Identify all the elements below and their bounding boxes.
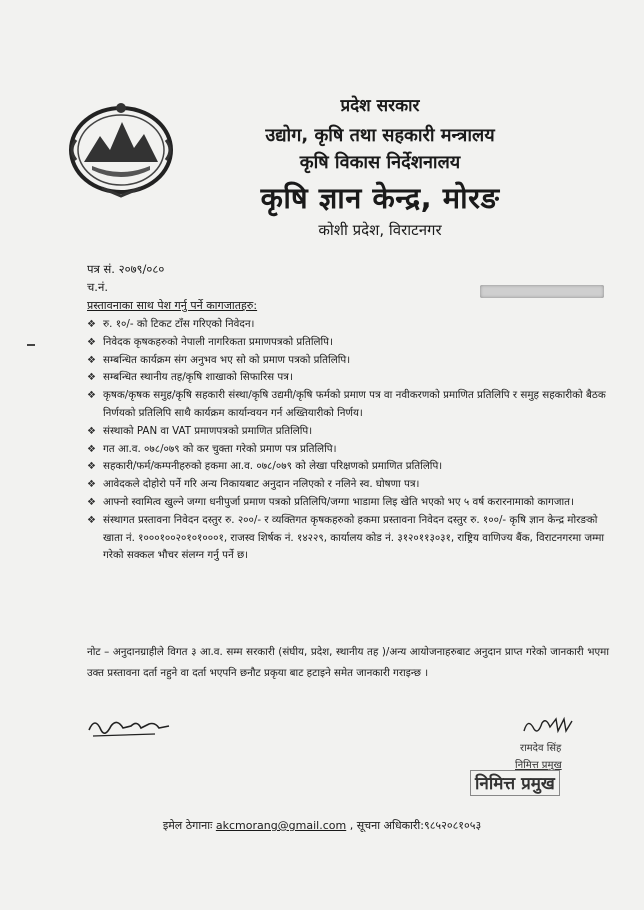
- list-item: [87, 476, 609, 494]
- initials-signature-icon: [85, 712, 175, 742]
- email-label: इमेल ठेगानाः: [162, 819, 213, 832]
- diamond-bullet-icon: ❖: [87, 425, 96, 437]
- header-line-ministry: उद्योग, कृषि तथा सहकारी मन्त्रालय: [265, 125, 495, 146]
- diamond-bullet-icon: ❖: [87, 479, 96, 491]
- designation-stamp: निमित्त प्रमुख: [470, 770, 560, 796]
- list-item-text: संस्थाको PAN वा VAT प्रमाणपत्रको प्रमाणित प्रतिलिपि।: [103, 424, 313, 437]
- email-link[interactable]: akcmorang@gmail.com: [215, 819, 347, 832]
- list-item: [87, 369, 609, 387]
- list-item: [87, 334, 609, 352]
- list-item: [87, 423, 609, 441]
- header-line-address: कोशी प्रदेश, विराटनगर: [318, 221, 442, 239]
- list-item-text: कृषक/कृषक समुह/कृषि सहकारी संस्था/कृषि उद्यमी/कृषि फर्मको प्रमाण पत्र वा नवीकरणको प्रमाणित प्रतिलिपि र समुह सहकारीको बैठक निर्णयको प्रतिलिपि साथै कार्यक्रम कार्यान्वयन गर्न अख्तियारीको निर्णय।: [103, 389, 606, 419]
- signatory-title: निमित्त प्रमुख: [515, 760, 562, 771]
- list-item-text: आफ्नो स्वामित्व खुल्ने जग्गा धनीपुर्जा प्रमाण पत्रको प्रतिलिपि/जग्गा भाडामा लिइ खेति भएको भए ५ वर्ष करारनामाको कागजात।: [103, 495, 574, 508]
- diamond-bullet-icon: ❖: [87, 336, 96, 348]
- list-item-text: रु. १०/- को टिकट टाँस गरिएको निवेदन।: [103, 318, 255, 330]
- contact-footer: [0, 818, 644, 833]
- list-item: [87, 352, 609, 370]
- officer-signature-icon: [520, 713, 580, 737]
- redacted-date: [480, 285, 604, 298]
- diamond-bullet-icon: ❖: [87, 372, 96, 384]
- diamond-bullet-icon: ❖: [87, 514, 96, 526]
- list-item: [87, 316, 609, 334]
- nepal-emblem-icon: [62, 100, 180, 198]
- diamond-bullet-icon: ❖: [87, 354, 96, 366]
- diamond-bullet-icon: ❖: [87, 461, 96, 473]
- list-item-text: सम्बन्धित कार्यक्रम संग अनुभव भए सो को प्रमाण पत्रको प्रतिलिपि।: [103, 353, 351, 366]
- diamond-bullet-icon: ❖: [87, 390, 96, 402]
- header-line-office: कृषि ज्ञान केन्द्र, मोरङ: [260, 181, 500, 215]
- signatory-name: रामदेव सिंह: [520, 743, 562, 754]
- list-item-text: आवेदकले दोहोरो पर्ने गरि अन्य निकायबाट अनुदान नलिएको र नलिने स्व. घोषणा पत्र।: [103, 478, 420, 491]
- header-line-government: प्रदेश सरकार: [340, 96, 420, 116]
- documents-list: [87, 316, 609, 565]
- dispatch-number: च.नं.: [87, 280, 108, 294]
- list-item: [87, 458, 609, 476]
- list-item: [87, 512, 609, 565]
- list-item: [87, 441, 609, 459]
- info-officer-contact: , सूचना अधिकारी:९८५२०८१०५३: [349, 819, 482, 832]
- list-item-text: गत आ.व. ०७८/०७९ को कर चुक्ता गरेको प्रमाण पत्र प्रतिलिपि।: [103, 442, 337, 455]
- list-item-text: सम्बन्धित स्थानीय तह/कृषि शाखाको सिफारिस पत्र।: [103, 371, 293, 384]
- note-paragraph: नोट – अनुदानग्राहीले विगत ३ आ.व. सम्म सरकारी (संघीय, प्रदेश, स्थानीय तह )/अन्य आयोजनाहरुबाट अनुदान प्राप्त गरेको जानकारी भएमा उक्त प्रस्तावना दर्ता नहुने वा दर्ता भएपनि छनौट प्रकृया बाट हटाइने समेत जानकारी गराइन्छ ।: [87, 646, 609, 679]
- header-line-directorate: कृषि विकास निर्देशनालय: [299, 152, 461, 173]
- list-item-text: संस्थागत प्रस्तावना निवेदन दस्तुर रु. २००/- र व्यक्तिगत कृषकहरुको हकमा प्रस्तावना निवेदन दस्तुर रु. १००/- कृषि ज्ञान केन्द्र मोरङको खाता नं. १०००१००२०१०१०००१, राजस्व शिर्षक नं. १४२२९, कार्यालय कोड नं. ३१२०११३०३१, राष्ट्रिय वाणिज्य बैंक, विराटनगरमा जम्मा गरेको सक्कल भौचर संलग्न गर्नु पर्ने छ।: [103, 513, 605, 562]
- list-item-text: निवेदक कृषकहरुको नेपाली नागरिकता प्रमाणपत्रको प्रतिलिपि।: [103, 335, 333, 348]
- documents-heading: प्रस्तावनाका साथ पेश गर्नु पर्ने कागजातहरु:: [87, 299, 258, 312]
- diamond-bullet-icon: ❖: [87, 443, 96, 455]
- list-item: [87, 494, 609, 512]
- list-item-text: सहकारी/फर्म/कम्पनीहरुको हकमा आ.व. ०७८/०७९ को लेखा परिक्षणको प्रमाणित प्रतिलिपि।: [103, 460, 443, 473]
- letter-number: पत्र सं. २०७९/०८०: [87, 262, 165, 276]
- margin-mark: [27, 344, 35, 346]
- diamond-bullet-icon: ❖: [87, 496, 96, 508]
- list-item: [87, 387, 609, 423]
- diamond-bullet-icon: ❖: [87, 319, 96, 330]
